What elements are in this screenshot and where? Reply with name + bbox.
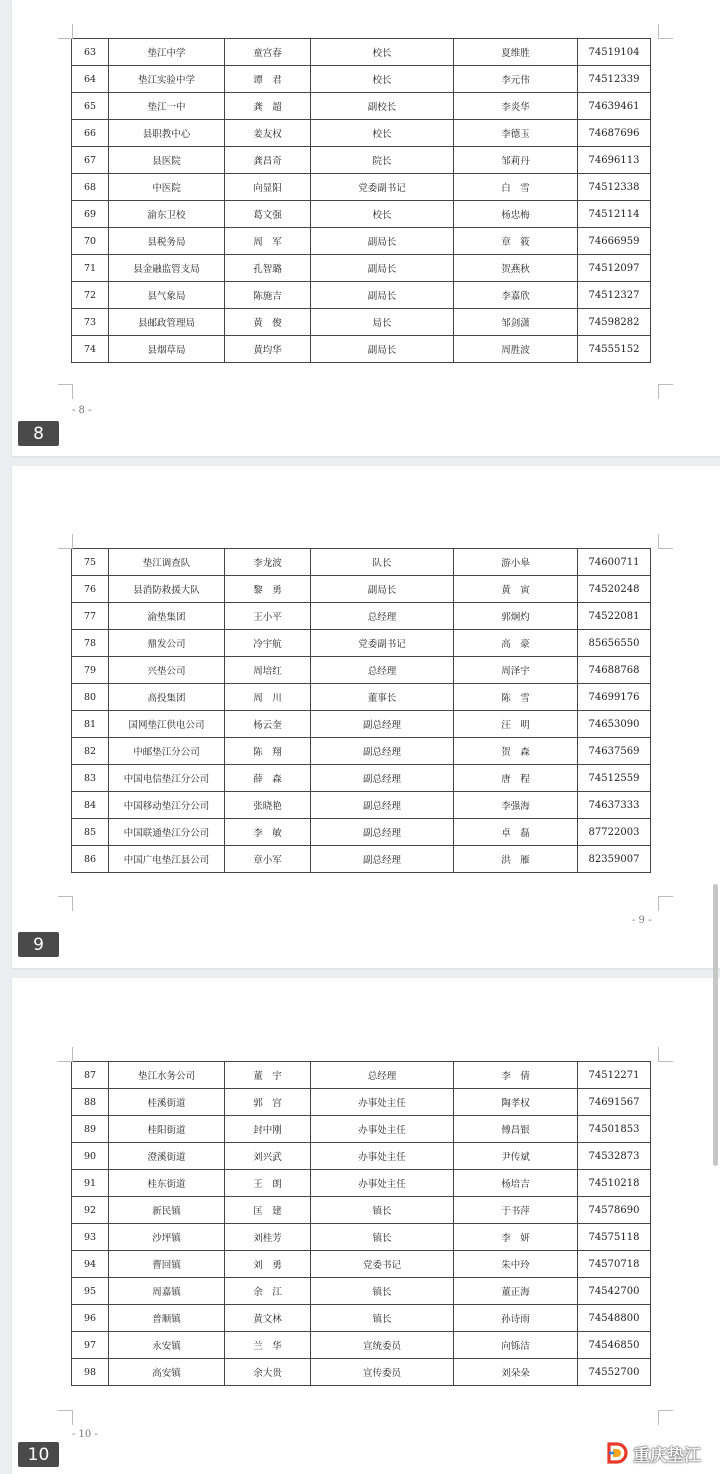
row-number-cell: 87 <box>72 1062 109 1089</box>
row-number-cell: 73 <box>72 309 109 336</box>
unit-name-cell: 县气象局 <box>109 282 225 309</box>
table-row <box>72 630 651 657</box>
unit-name-cell: 高安镇 <box>109 1359 225 1386</box>
table-row <box>72 201 651 228</box>
row-number-cell: 90 <box>72 1143 109 1170</box>
leader-name-cell: 周培红 <box>225 657 311 684</box>
leader-name-cell: 葛文强 <box>225 201 311 228</box>
watermark <box>606 1440 701 1466</box>
crop-mark <box>58 534 73 549</box>
contact-person-cell: 游小皋 <box>454 549 578 576</box>
unit-name-cell: 县医院 <box>109 147 225 174</box>
table-row <box>72 228 651 255</box>
position-cell: 副总经理 <box>311 846 454 873</box>
phone-number-cell: 74688768 <box>578 657 651 684</box>
row-number-cell: 93 <box>72 1224 109 1251</box>
leader-name-cell: 王 朗 <box>225 1170 311 1197</box>
phone-number-cell: 74696113 <box>578 147 651 174</box>
unit-name-cell: 渝东卫校 <box>109 201 225 228</box>
contact-person-cell: 董正海 <box>454 1278 578 1305</box>
table-row <box>72 1116 651 1143</box>
row-number-cell: 96 <box>72 1305 109 1332</box>
leader-name-cell: 黎 勇 <box>225 576 311 603</box>
position-cell: 办事处主任 <box>311 1116 454 1143</box>
table-row <box>72 1170 651 1197</box>
row-number-cell: 81 <box>72 711 109 738</box>
row-number-cell: 74 <box>72 336 109 363</box>
position-cell: 副总经理 <box>311 765 454 792</box>
contact-person-cell: 邹莉丹 <box>454 147 578 174</box>
table-row <box>72 1089 651 1116</box>
table-row <box>72 603 651 630</box>
unit-name-cell: 渝垫集团 <box>109 603 225 630</box>
phone-number-cell: 74501853 <box>578 1116 651 1143</box>
position-cell: 办事处主任 <box>311 1170 454 1197</box>
leader-name-cell: 周 军 <box>225 228 311 255</box>
row-number-cell: 94 <box>72 1251 109 1278</box>
contact-person-cell: 郭炯灼 <box>454 603 578 630</box>
position-cell: 副局长 <box>311 576 454 603</box>
row-number-cell: 91 <box>72 1170 109 1197</box>
position-cell: 副局长 <box>311 282 454 309</box>
leader-name-cell: 薛 森 <box>225 765 311 792</box>
table-row <box>72 309 651 336</box>
crop-mark <box>58 1410 73 1425</box>
position-cell: 校长 <box>311 120 454 147</box>
unit-name-cell: 垫江调查队 <box>109 549 225 576</box>
position-cell: 总经理 <box>311 657 454 684</box>
table-row <box>72 549 651 576</box>
row-number-cell: 95 <box>72 1278 109 1305</box>
phone-number-cell: 74512097 <box>578 255 651 282</box>
table-row <box>72 282 651 309</box>
phone-number-cell: 74555152 <box>578 336 651 363</box>
table-row <box>72 66 651 93</box>
phone-number-cell: 74598282 <box>578 309 651 336</box>
contact-person-cell: 李元伟 <box>454 66 578 93</box>
position-cell: 党委副书记 <box>311 174 454 201</box>
row-number-cell: 67 <box>72 147 109 174</box>
leader-name-cell: 余 江 <box>225 1278 311 1305</box>
row-number-cell: 65 <box>72 93 109 120</box>
page-folio: - 10 - <box>72 1429 98 1440</box>
document-page-8 <box>12 0 720 456</box>
table-row <box>72 846 651 873</box>
phone-number-cell: 74600711 <box>578 549 651 576</box>
page-number-badge[interactable]: 8 <box>18 421 59 446</box>
position-cell: 办事处主任 <box>311 1089 454 1116</box>
unit-name-cell: 中国广电垫江县公司 <box>109 846 225 873</box>
contact-person-cell: 陶孝权 <box>454 1089 578 1116</box>
position-cell: 总经理 <box>311 603 454 630</box>
contact-person-cell: 杨忠梅 <box>454 201 578 228</box>
unit-name-cell: 县邮政管理局 <box>109 309 225 336</box>
position-cell: 党委副书记 <box>311 630 454 657</box>
row-number-cell: 88 <box>72 1089 109 1116</box>
unit-name-cell: 垫江一中 <box>109 93 225 120</box>
page-number-badge[interactable]: 9 <box>18 932 59 957</box>
row-number-cell: 76 <box>72 576 109 603</box>
position-cell: 副总经理 <box>311 738 454 765</box>
contact-person-cell: 李炎华 <box>454 93 578 120</box>
position-cell: 院长 <box>311 147 454 174</box>
unit-name-cell: 兴垫公司 <box>109 657 225 684</box>
phone-number-cell: 74546850 <box>578 1332 651 1359</box>
crop-mark <box>658 384 673 399</box>
phone-number-cell: 74666959 <box>578 228 651 255</box>
leader-name-cell: 孔智璐 <box>225 255 311 282</box>
leader-name-cell: 黄 俊 <box>225 309 311 336</box>
crop-mark <box>658 896 673 911</box>
position-cell: 校长 <box>311 39 454 66</box>
leader-name-cell: 周 川 <box>225 684 311 711</box>
unit-name-cell: 中邮垫江分公司 <box>109 738 225 765</box>
table-row <box>72 576 651 603</box>
unit-name-cell: 桂阳街道 <box>109 1116 225 1143</box>
table-row <box>72 1143 651 1170</box>
leader-name-cell: 兰 华 <box>225 1332 311 1359</box>
table-row <box>72 1359 651 1386</box>
phone-number-cell: 74512114 <box>578 201 651 228</box>
contact-person-cell: 卓 磊 <box>454 819 578 846</box>
position-cell: 镇长 <box>311 1224 454 1251</box>
unit-name-cell: 澄溪街道 <box>109 1143 225 1170</box>
roster-body <box>72 549 651 873</box>
position-cell: 党委书记 <box>311 1251 454 1278</box>
unit-name-cell: 周嘉镇 <box>109 1278 225 1305</box>
contact-person-cell: 章 筱 <box>454 228 578 255</box>
roster-body <box>72 1062 651 1386</box>
phone-number-cell: 74637569 <box>578 738 651 765</box>
table-row <box>72 93 651 120</box>
position-cell: 校长 <box>311 66 454 93</box>
table-row <box>72 1062 651 1089</box>
row-number-cell: 69 <box>72 201 109 228</box>
contact-person-cell: 洪 雁 <box>454 846 578 873</box>
leader-name-cell: 姜友权 <box>225 120 311 147</box>
table-row <box>72 765 651 792</box>
position-cell: 办事处主任 <box>311 1143 454 1170</box>
leader-name-cell: 李龙波 <box>225 549 311 576</box>
position-cell: 副总经理 <box>311 711 454 738</box>
phone-number-cell: 74512559 <box>578 765 651 792</box>
position-cell: 副局长 <box>311 228 454 255</box>
leader-name-cell: 黄均华 <box>225 336 311 363</box>
page-number-badge[interactable]: 10 <box>18 1442 59 1467</box>
row-number-cell: 98 <box>72 1359 109 1386</box>
position-cell: 副局长 <box>311 255 454 282</box>
phone-number-cell: 74542700 <box>578 1278 651 1305</box>
row-number-cell: 78 <box>72 630 109 657</box>
phone-number-cell: 74519104 <box>578 39 651 66</box>
phone-number-cell: 74687696 <box>578 120 651 147</box>
leader-name-cell: 刘桂芳 <box>225 1224 311 1251</box>
phone-number-cell: 74552700 <box>578 1359 651 1386</box>
leader-name-cell: 张晓艳 <box>225 792 311 819</box>
table-row <box>72 738 651 765</box>
row-number-cell: 80 <box>72 684 109 711</box>
phone-number-cell: 74639461 <box>578 93 651 120</box>
row-number-cell: 79 <box>72 657 109 684</box>
crop-mark <box>58 896 73 911</box>
leader-name-cell: 刘兴武 <box>225 1143 311 1170</box>
unit-name-cell: 县职教中心 <box>109 120 225 147</box>
row-number-cell: 70 <box>72 228 109 255</box>
contact-person-cell: 傅昌银 <box>454 1116 578 1143</box>
table-row <box>72 1251 651 1278</box>
position-cell: 宣统委员 <box>311 1332 454 1359</box>
document-page-10 <box>12 978 720 1474</box>
table-row <box>72 255 651 282</box>
unit-name-cell: 永安镇 <box>109 1332 225 1359</box>
roster-table <box>71 38 651 363</box>
leader-name-cell: 谭 君 <box>225 66 311 93</box>
contact-person-cell: 周胜波 <box>454 336 578 363</box>
table-row <box>72 39 651 66</box>
table-row <box>72 711 651 738</box>
contact-person-cell: 向铄洁 <box>454 1332 578 1359</box>
unit-name-cell: 中医院 <box>109 174 225 201</box>
crop-mark <box>58 1047 73 1062</box>
phone-number-cell: 85656550 <box>578 630 651 657</box>
leader-name-cell: 杨云奎 <box>225 711 311 738</box>
unit-name-cell: 曹回镇 <box>109 1251 225 1278</box>
table-row <box>72 792 651 819</box>
unit-name-cell: 垫江实验中学 <box>109 66 225 93</box>
leader-name-cell: 董 宇 <box>225 1062 311 1089</box>
contact-person-cell: 陈 雪 <box>454 684 578 711</box>
row-number-cell: 92 <box>72 1197 109 1224</box>
row-number-cell: 97 <box>72 1332 109 1359</box>
phone-number-cell: 74512338 <box>578 174 651 201</box>
contact-person-cell: 朱中玲 <box>454 1251 578 1278</box>
contact-person-cell: 汪 明 <box>454 711 578 738</box>
table-row <box>72 147 651 174</box>
position-cell: 董事长 <box>311 684 454 711</box>
row-number-cell: 84 <box>72 792 109 819</box>
leader-name-cell: 陈 翔 <box>225 738 311 765</box>
contact-person-cell: 邹剑潇 <box>454 309 578 336</box>
unit-name-cell: 县税务局 <box>109 228 225 255</box>
unit-name-cell: 县烟草局 <box>109 336 225 363</box>
contact-person-cell: 夏维胜 <box>454 39 578 66</box>
phone-number-cell: 74578690 <box>578 1197 651 1224</box>
row-number-cell: 86 <box>72 846 109 873</box>
contact-person-cell: 孙诗雨 <box>454 1305 578 1332</box>
contact-person-cell: 李德玉 <box>454 120 578 147</box>
page-folio: - 9 - <box>632 915 652 926</box>
position-cell: 队长 <box>311 549 454 576</box>
row-number-cell: 63 <box>72 39 109 66</box>
roster-table <box>71 1061 651 1386</box>
row-number-cell: 85 <box>72 819 109 846</box>
chongqing-d-logo-icon <box>606 1441 630 1465</box>
phone-number-cell: 74653090 <box>578 711 651 738</box>
contact-person-cell: 尹传斌 <box>454 1143 578 1170</box>
row-number-cell: 83 <box>72 765 109 792</box>
crop-mark <box>58 24 73 39</box>
leader-name-cell: 王小平 <box>225 603 311 630</box>
phone-number-cell: 74637333 <box>578 792 651 819</box>
phone-number-cell: 74532873 <box>578 1143 651 1170</box>
phone-number-cell: 82359007 <box>578 846 651 873</box>
row-number-cell: 71 <box>72 255 109 282</box>
contact-person-cell: 于书萍 <box>454 1197 578 1224</box>
unit-name-cell: 桂溪街道 <box>109 1089 225 1116</box>
contact-person-cell: 刘朵朵 <box>454 1359 578 1386</box>
unit-name-cell: 高投集团 <box>109 684 225 711</box>
row-number-cell: 75 <box>72 549 109 576</box>
leader-name-cell: 封中刚 <box>225 1116 311 1143</box>
document-page-9 <box>12 466 720 968</box>
phone-number-cell: 74512271 <box>578 1062 651 1089</box>
unit-name-cell: 新民镇 <box>109 1197 225 1224</box>
phone-number-cell: 74512327 <box>578 282 651 309</box>
table-row <box>72 657 651 684</box>
table-row <box>72 1332 651 1359</box>
phone-number-cell: 74520248 <box>578 576 651 603</box>
phone-number-cell: 74570718 <box>578 1251 651 1278</box>
table-row <box>72 684 651 711</box>
contact-person-cell: 贺 森 <box>454 738 578 765</box>
position-cell: 副总经理 <box>311 792 454 819</box>
leader-name-cell: 郭 宫 <box>225 1089 311 1116</box>
contact-person-cell: 李强海 <box>454 792 578 819</box>
table-row <box>72 1197 651 1224</box>
position-cell: 副校长 <box>311 93 454 120</box>
phone-number-cell: 74691567 <box>578 1089 651 1116</box>
crop-mark <box>658 1410 673 1425</box>
crop-mark <box>658 24 673 39</box>
contact-person-cell: 高 豪 <box>454 630 578 657</box>
table-row <box>72 120 651 147</box>
row-number-cell: 68 <box>72 174 109 201</box>
contact-person-cell: 周泽宇 <box>454 657 578 684</box>
position-cell: 镇长 <box>311 1197 454 1224</box>
unit-name-cell: 县消防救援大队 <box>109 576 225 603</box>
unit-name-cell: 沙坪镇 <box>109 1224 225 1251</box>
row-number-cell: 66 <box>72 120 109 147</box>
table-row <box>72 819 651 846</box>
page-folio: - 8 - <box>72 405 92 416</box>
position-cell: 宣传委员 <box>311 1359 454 1386</box>
phone-number-cell: 74510218 <box>578 1170 651 1197</box>
watermark-text: 重庆垫江 <box>633 1445 701 1466</box>
position-cell: 镇长 <box>311 1278 454 1305</box>
contact-person-cell: 白 雪 <box>454 174 578 201</box>
unit-name-cell: 国网垫江供电公司 <box>109 711 225 738</box>
phone-number-cell: 74548800 <box>578 1305 651 1332</box>
row-number-cell: 77 <box>72 603 109 630</box>
contact-person-cell: 黄 寅 <box>454 576 578 603</box>
table-row <box>72 1305 651 1332</box>
unit-name-cell: 桂东街道 <box>109 1170 225 1197</box>
crop-mark <box>658 1047 673 1062</box>
position-cell: 局长 <box>311 309 454 336</box>
leader-name-cell: 黄文林 <box>225 1305 311 1332</box>
contact-person-cell: 贺燕秋 <box>454 255 578 282</box>
crop-mark <box>658 534 673 549</box>
table-row <box>72 174 651 201</box>
unit-name-cell: 中国联通垫江分公司 <box>109 819 225 846</box>
position-cell: 副总经理 <box>311 819 454 846</box>
leader-name-cell: 冷宇航 <box>225 630 311 657</box>
leader-name-cell: 陈施吉 <box>225 282 311 309</box>
leader-name-cell: 童宫春 <box>225 39 311 66</box>
unit-name-cell: 中国移动垫江分公司 <box>109 792 225 819</box>
leader-name-cell: 余大贵 <box>225 1359 311 1386</box>
roster-body <box>72 39 651 363</box>
phone-number-cell: 74522081 <box>578 603 651 630</box>
row-number-cell: 64 <box>72 66 109 93</box>
contact-person-cell: 李 妍 <box>454 1224 578 1251</box>
phone-number-cell: 74699176 <box>578 684 651 711</box>
phone-number-cell: 74575118 <box>578 1224 651 1251</box>
position-cell: 副局长 <box>311 336 454 363</box>
leader-name-cell: 匡 建 <box>225 1197 311 1224</box>
leader-name-cell: 向显阳 <box>225 174 311 201</box>
row-number-cell: 72 <box>72 282 109 309</box>
unit-name-cell: 垫江中学 <box>109 39 225 66</box>
crop-mark <box>58 384 73 399</box>
roster-table <box>71 548 651 873</box>
leader-name-cell: 龚昌奇 <box>225 147 311 174</box>
leader-name-cell: 龚 超 <box>225 93 311 120</box>
leader-name-cell: 章小军 <box>225 846 311 873</box>
unit-name-cell: 中国电信垫江分公司 <box>109 765 225 792</box>
table-row <box>72 1278 651 1305</box>
table-row <box>72 1224 651 1251</box>
phone-number-cell: 74512339 <box>578 66 651 93</box>
leader-name-cell: 李 敏 <box>225 819 311 846</box>
contact-person-cell: 李 倩 <box>454 1062 578 1089</box>
row-number-cell: 89 <box>72 1116 109 1143</box>
unit-name-cell: 县金融监管支局 <box>109 255 225 282</box>
table-row <box>72 336 651 363</box>
vertical-scrollbar-thumb[interactable] <box>713 884 718 1166</box>
leader-name-cell: 刘 勇 <box>225 1251 311 1278</box>
unit-name-cell: 鼎发公司 <box>109 630 225 657</box>
position-cell: 镇长 <box>311 1305 454 1332</box>
position-cell: 校长 <box>311 201 454 228</box>
contact-person-cell: 杨培吉 <box>454 1170 578 1197</box>
unit-name-cell: 普顺镇 <box>109 1305 225 1332</box>
phone-number-cell: 87722003 <box>578 819 651 846</box>
unit-name-cell: 垫江水务公司 <box>109 1062 225 1089</box>
contact-person-cell: 唐 程 <box>454 765 578 792</box>
position-cell: 总经理 <box>311 1062 454 1089</box>
contact-person-cell: 李嘉欣 <box>454 282 578 309</box>
row-number-cell: 82 <box>72 738 109 765</box>
